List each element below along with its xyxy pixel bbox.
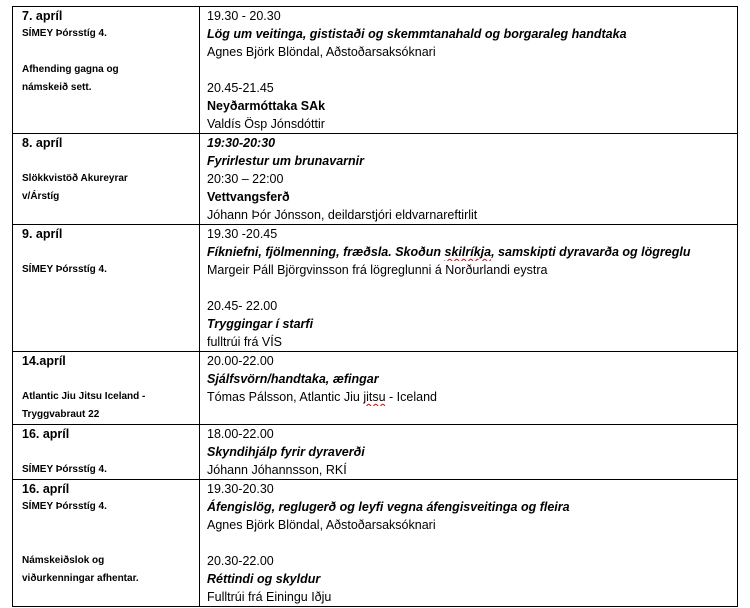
day-date: 16. apríl (22, 482, 70, 496)
session-cell (200, 480, 738, 607)
session-title: Vettvangsferð (207, 190, 290, 204)
day-location: SÍMEY Þórsstíg 4. (22, 28, 107, 39)
day-date: 9. apríl (22, 227, 63, 241)
session-cell (200, 425, 738, 480)
day-cell (13, 7, 200, 134)
table-row (13, 480, 738, 607)
day-location: Tryggvabraut 22 (22, 409, 100, 420)
day-note: Afhending gagna og (22, 64, 119, 75)
session-cell (200, 7, 738, 134)
session-cell (200, 225, 738, 352)
day-location: SÍMEY Þórsstíg 4. (22, 464, 107, 475)
session-time: 20.45- 22.00 (207, 299, 278, 313)
day-date: 14.apríl (22, 354, 66, 368)
session-time: 20.30-22.00 (207, 554, 274, 568)
table-row (13, 425, 738, 480)
title-part: , samskipti dyravarða og lögreglu (491, 245, 691, 259)
day-cell (13, 225, 200, 352)
speaker-part: jitsu (363, 390, 386, 404)
title-part: skilríkja (444, 245, 492, 259)
day-note: námskeið sett. (22, 82, 92, 93)
session-title: Réttindi og skyldur (207, 572, 321, 586)
table-row (13, 7, 738, 134)
session-speaker: Valdís Ösp Jónsdóttir (207, 117, 325, 131)
session-speaker: Jóhann Þór Jónsson, deildarstjóri eldvarnareftirlit (207, 208, 478, 222)
session-time: 20:30 – 22:00 (207, 172, 284, 186)
session-time: 20.00-22.00 (207, 354, 274, 368)
session-speaker: Agnes Björk Blöndal, Aðstoðarsaksóknari (207, 518, 436, 532)
session-cell (200, 134, 738, 225)
title-part: Fíkniefni, fjölmenning, fræðsla. Skoðun (207, 245, 445, 259)
day-date: 8. apríl (22, 136, 63, 150)
day-note: viðurkenningar afhentar. (22, 573, 139, 584)
session-title: Lög um veitinga, gististaði og skemmtanahald og borgaraleg handtaka (207, 27, 627, 41)
day-location: SÍMEY Þórsstíg 4. (22, 264, 107, 275)
day-date: 16. apríl (22, 427, 70, 441)
table-row (13, 134, 738, 225)
day-location: Atlantic Jiu Jitsu Iceland - (22, 391, 146, 402)
day-location: v/Árstíg (22, 191, 60, 202)
session-speaker: Agnes Björk Blöndal, Aðstoðarsaksóknari (207, 45, 436, 59)
session-time: 20.45-21.45 (207, 81, 274, 95)
session-speaker: fulltrúi frá VÍS (207, 335, 283, 349)
session-title: Tryggingar í starfi (207, 317, 314, 331)
day-location: SÍMEY Þórsstíg 4. (22, 501, 107, 512)
session-title (207, 243, 737, 261)
session-cell (200, 352, 738, 425)
day-location: Slökkvistöð Akureyrar (22, 173, 128, 184)
table-row (13, 352, 738, 425)
speaker-part: - Iceland (385, 390, 437, 404)
session-title: Skyndihjálp fyrir dyraverði (207, 445, 365, 459)
session-title: Fyrirlestur um brunavarnir (207, 154, 364, 168)
session-time: 19:30-20:30 (207, 136, 276, 150)
schedule-table (12, 6, 738, 607)
day-cell (13, 352, 200, 425)
day-cell (13, 425, 200, 480)
day-note: Námskeiðslok og (22, 555, 105, 566)
session-speaker: Margeir Páll Björgvinsson frá lögreglunni á Norðurlandi eystra (207, 263, 548, 277)
session-time: 19.30 -20.45 (207, 227, 278, 241)
speaker-part: Tómas Pálsson, Atlantic Jiu (207, 390, 364, 404)
session-title: Neyðarmóttaka SAk (207, 99, 326, 113)
table-row (13, 225, 738, 352)
session-title: Sjálfsvörn/handtaka, æfingar (207, 372, 379, 386)
session-time: 19.30-20.30 (207, 482, 274, 496)
session-title: Áfengislög, reglugerð og leyfi vegna áfengisveitinga og fleira (207, 500, 570, 514)
session-time: 19.30 - 20.30 (207, 9, 281, 23)
day-cell (13, 134, 200, 225)
session-time: 18.00-22.00 (207, 427, 274, 441)
session-speaker (207, 388, 737, 406)
day-date: 7. apríl (22, 9, 63, 23)
session-speaker: Jóhann Jóhannsson, RKÍ (207, 463, 347, 477)
session-speaker: Fulltrúi frá Einingu Iðju (207, 590, 332, 604)
day-cell (13, 480, 200, 607)
